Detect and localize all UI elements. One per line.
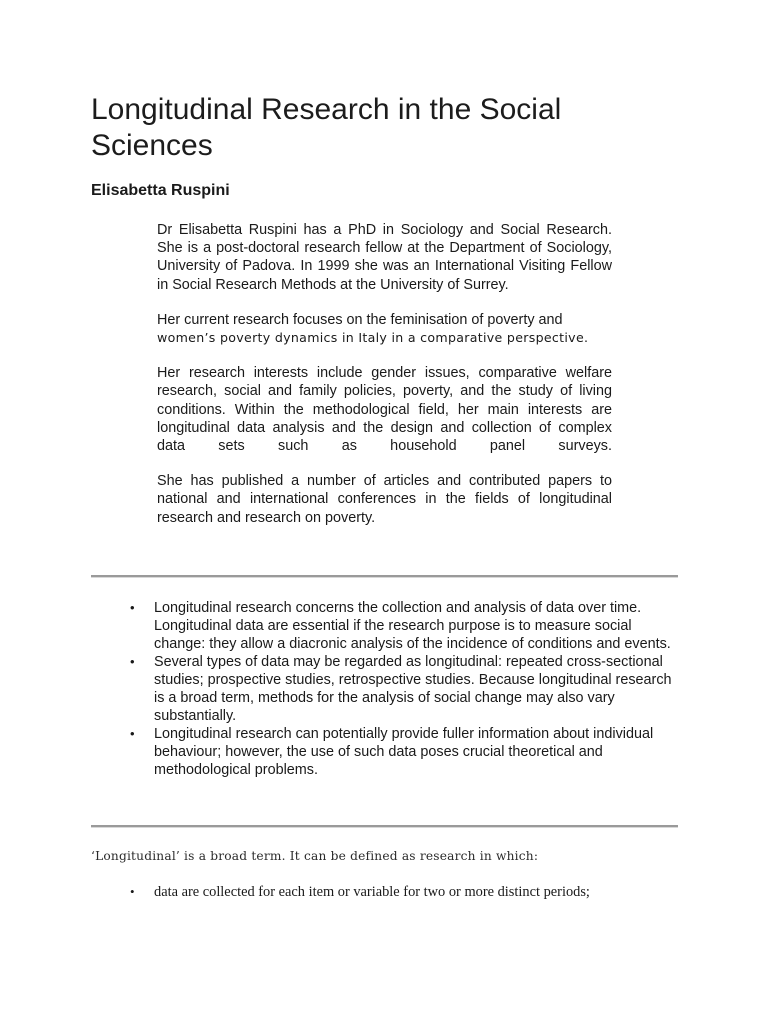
list-item xyxy=(130,653,680,725)
bullet-icon: • xyxy=(130,726,135,741)
divider xyxy=(91,825,678,828)
list-item xyxy=(130,725,680,779)
bio-paragraph: She has published a number of articles and contributed papers to national and international conferences in the fields of longitudinal research and research on poverty. xyxy=(157,473,612,526)
bio-paragraph xyxy=(157,311,612,347)
list-item xyxy=(130,599,680,653)
summary-item-text: Several types of data may be regarded as longitudinal: repeated cross-sectional studies; prospective studies, retrospective studies. Because longitudinal research is a broad term, methods for the analysis of social change may also vary substantially. xyxy=(154,654,672,724)
summary-list xyxy=(130,599,680,779)
page-title: Longitudinal Research in the Social Sciences xyxy=(91,93,562,162)
author-bio xyxy=(157,221,612,544)
bullet-icon: • xyxy=(130,600,135,615)
divider xyxy=(91,575,678,578)
summary-item-text: Longitudinal research can potentially provide fuller information about individual behaviour; however, the use of such data poses crucial theoretical and methodological problems. xyxy=(154,726,654,778)
list-item xyxy=(130,884,590,901)
summary-item-text: Longitudinal research concerns the collection and analysis of data over time. Longitudinal data are essential if the research purpose is to measure social change: they allow a diacronic analysis of the incidence of conditions and events. xyxy=(154,600,671,652)
definition-item-text: data are collected for each item or variable for two or more distinct periods; xyxy=(154,884,590,900)
bio-text: data sets such as household panel surveys. xyxy=(157,438,612,455)
bio-text: Her current research focuses on the feminisation of poverty and xyxy=(157,311,563,328)
bullet-icon: • xyxy=(130,654,135,669)
bio-text: women’s poverty dynamics in Italy in a comparative perspective. xyxy=(157,330,589,346)
bullet-icon: • xyxy=(130,884,135,899)
bio-paragraph: Dr Elisabetta Ruspini has a PhD in Sociology and Social Research. She is a post-doctoral research fellow at the Department of Sociology, University of Padova. In 1999 she was an International Visiting Fellow in Social Research Methods at the University of Surrey. xyxy=(157,222,612,293)
definition-intro: ‘Longitudinal’ is a broad term. It can be defined as research in which: xyxy=(91,849,539,863)
bio-text: Her research interests include gender issues, comparative welfare research, social and family policies, poverty, and the study of living conditions. Within the methodological field, her main interests are longitudinal data analysis and the design and collection of complex xyxy=(157,365,612,436)
bio-paragraph xyxy=(157,364,612,455)
author-name: Elisabetta Ruspini xyxy=(91,182,230,199)
